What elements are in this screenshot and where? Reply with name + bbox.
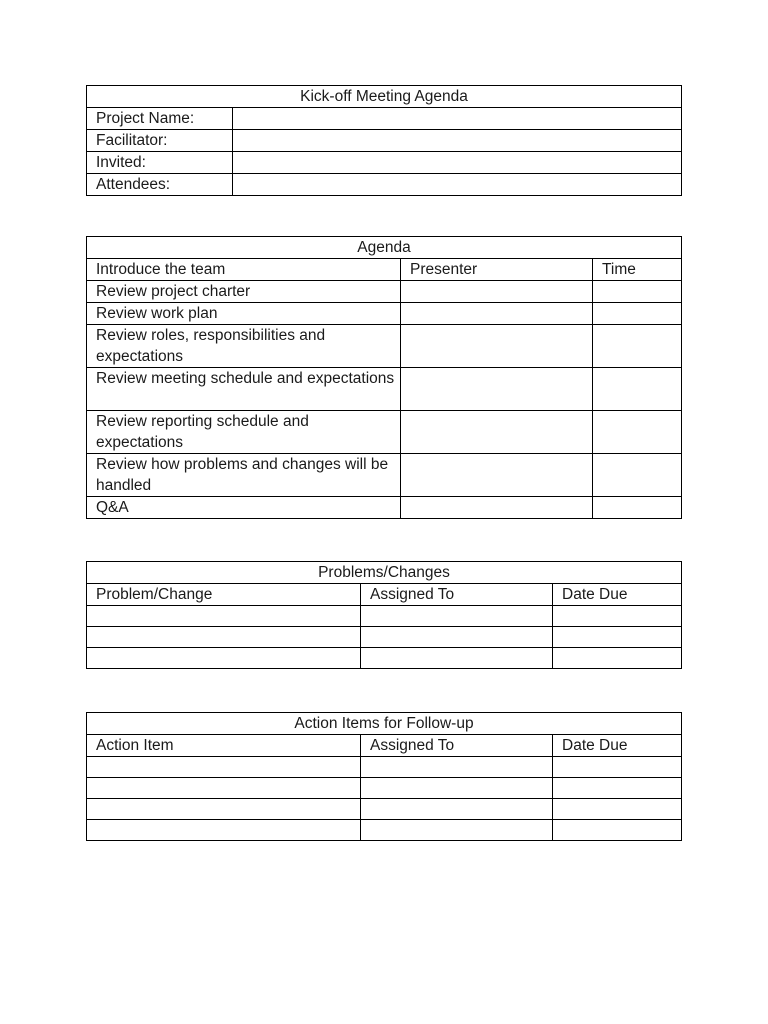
date-due-cell[interactable]: [553, 627, 682, 648]
agenda-item: Review roles, responsibilities and expectations: [87, 325, 401, 368]
assigned-to-cell[interactable]: [361, 799, 553, 820]
actions-row: [87, 778, 682, 799]
agenda-item: Review work plan: [87, 303, 401, 325]
agenda-item: Review project charter: [87, 281, 401, 303]
date-due-header: Date Due: [553, 584, 682, 606]
kickoff-table: [86, 85, 682, 196]
action-item-cell[interactable]: [87, 799, 361, 820]
project-name-field[interactable]: [233, 108, 682, 130]
actions-row: [87, 820, 682, 841]
assigned-to-cell[interactable]: [361, 627, 553, 648]
assigned-to-cell[interactable]: [361, 606, 553, 627]
agenda-item: Q&A: [87, 497, 401, 519]
problems-row: [87, 648, 682, 669]
agenda-row: [87, 303, 682, 325]
time-cell[interactable]: [593, 411, 682, 454]
presenter-cell[interactable]: [401, 454, 593, 497]
date-due-cell[interactable]: [553, 648, 682, 669]
action-item-cell[interactable]: [87, 757, 361, 778]
actions-row: [87, 757, 682, 778]
actions-table: [86, 712, 682, 841]
problems-title: Problems/Changes: [87, 562, 682, 584]
agenda-row: [87, 259, 682, 281]
presenter-header: Presenter: [401, 259, 593, 281]
problem-cell[interactable]: [87, 606, 361, 627]
attendees-label: Attendees:: [87, 174, 233, 196]
problem-change-header: Problem/Change: [87, 584, 361, 606]
date-due-cell[interactable]: [553, 778, 682, 799]
agenda-row: [87, 281, 682, 303]
problem-cell[interactable]: [87, 648, 361, 669]
problems-row: [87, 627, 682, 648]
facilitator-field[interactable]: [233, 130, 682, 152]
agenda-row: [87, 454, 682, 497]
time-cell[interactable]: [593, 303, 682, 325]
agenda-row: [87, 325, 682, 368]
kickoff-title-row: [87, 86, 682, 108]
presenter-cell[interactable]: [401, 281, 593, 303]
actions-title-row: [87, 713, 682, 735]
presenter-cell[interactable]: [401, 497, 593, 519]
assigned-to-header: Assigned To: [361, 584, 553, 606]
presenter-cell[interactable]: [401, 411, 593, 454]
problems-table: [86, 561, 682, 669]
assigned-to-cell[interactable]: [361, 757, 553, 778]
action-item-cell[interactable]: [87, 778, 361, 799]
assigned-to-header: Assigned To: [361, 735, 553, 757]
agenda-row: [87, 368, 682, 411]
invited-field[interactable]: [233, 152, 682, 174]
agenda-row: [87, 497, 682, 519]
agenda-item: Review how problems and changes will be handled: [87, 454, 401, 497]
kickoff-field-row: [87, 152, 682, 174]
actions-row: [87, 799, 682, 820]
date-due-cell[interactable]: [553, 820, 682, 841]
presenter-cell[interactable]: [401, 303, 593, 325]
date-due-cell[interactable]: [553, 799, 682, 820]
problems-header-row: [87, 584, 682, 606]
kickoff-field-row: [87, 174, 682, 196]
actions-header-row: [87, 735, 682, 757]
agenda-item: Introduce the team: [87, 259, 401, 281]
attendees-field[interactable]: [233, 174, 682, 196]
assigned-to-cell[interactable]: [361, 820, 553, 841]
time-header: Time: [593, 259, 682, 281]
agenda-row: [87, 411, 682, 454]
time-cell[interactable]: [593, 368, 682, 411]
action-item-cell[interactable]: [87, 820, 361, 841]
date-due-header: Date Due: [553, 735, 682, 757]
problems-title-row: [87, 562, 682, 584]
date-due-cell[interactable]: [553, 757, 682, 778]
presenter-cell[interactable]: [401, 368, 593, 411]
action-item-header: Action Item: [87, 735, 361, 757]
agenda-title: Agenda: [87, 237, 682, 259]
actions-title: Action Items for Follow-up: [87, 713, 682, 735]
problems-row: [87, 606, 682, 627]
problem-cell[interactable]: [87, 627, 361, 648]
date-due-cell[interactable]: [553, 606, 682, 627]
time-cell[interactable]: [593, 454, 682, 497]
agenda-title-row: [87, 237, 682, 259]
invited-label: Invited:: [87, 152, 233, 174]
kickoff-field-row: [87, 108, 682, 130]
agenda-table: [86, 236, 682, 519]
assigned-to-cell[interactable]: [361, 648, 553, 669]
time-cell[interactable]: [593, 497, 682, 519]
time-cell[interactable]: [593, 325, 682, 368]
agenda-item: Review meeting schedule and expectations: [87, 368, 401, 411]
agenda-item: Review reporting schedule and expectations: [87, 411, 401, 454]
kickoff-field-row: [87, 130, 682, 152]
assigned-to-cell[interactable]: [361, 778, 553, 799]
kickoff-title: Kick-off Meeting Agenda: [87, 86, 682, 108]
project-name-label: Project Name:: [87, 108, 233, 130]
time-cell[interactable]: [593, 281, 682, 303]
facilitator-label: Facilitator:: [87, 130, 233, 152]
presenter-cell[interactable]: [401, 325, 593, 368]
